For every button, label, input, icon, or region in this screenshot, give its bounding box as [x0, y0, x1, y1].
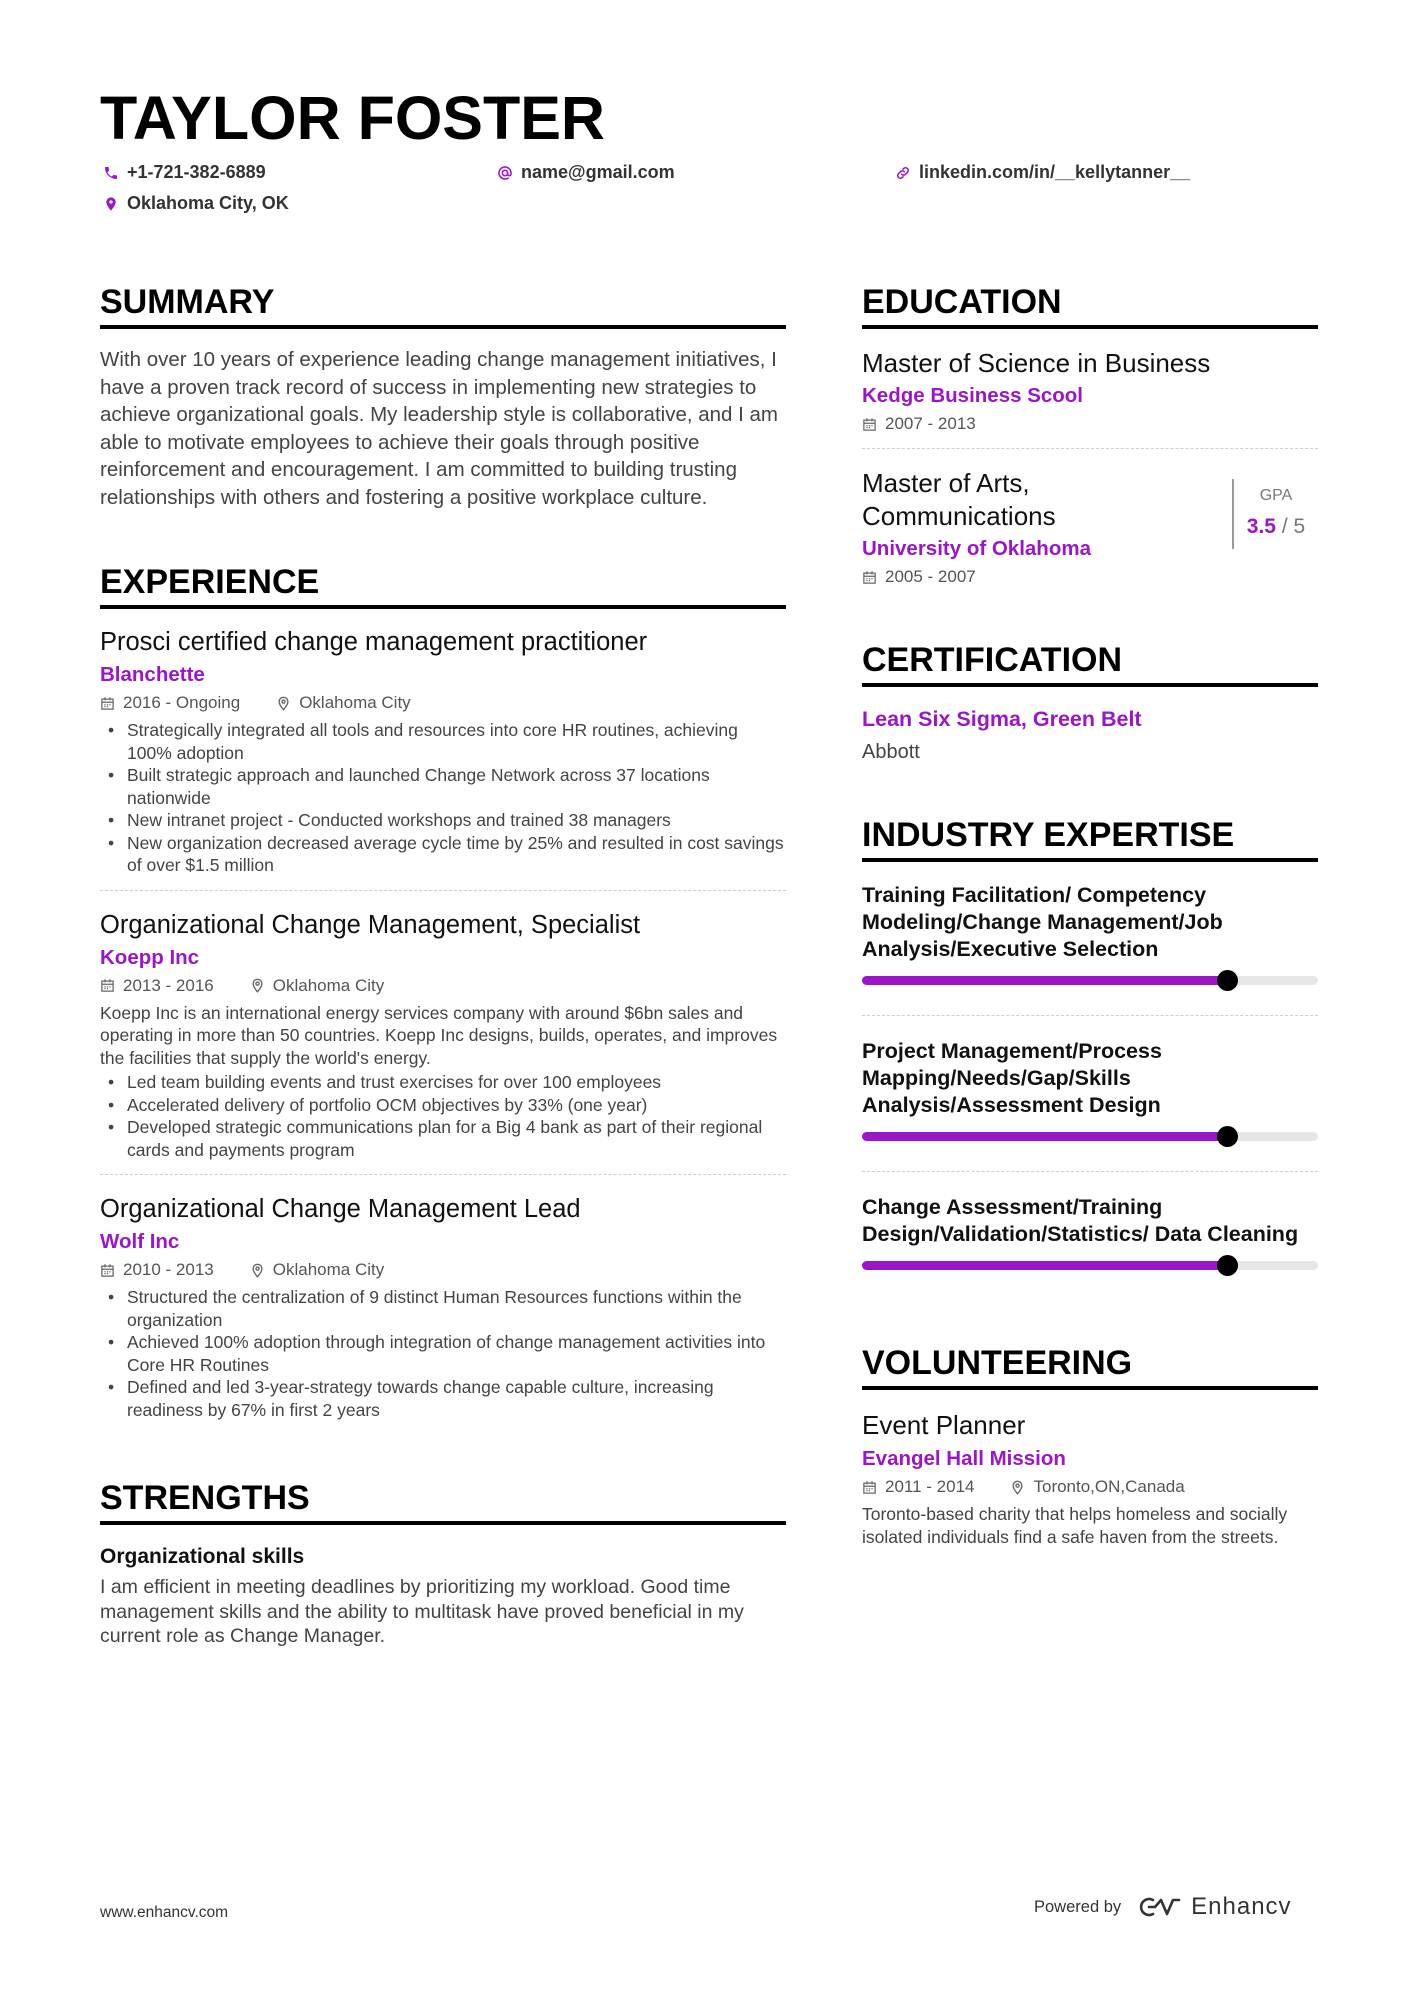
- industry-expertise-heading: INDUSTRY EXPERTISE: [862, 818, 1318, 862]
- education-entry: [862, 467, 1318, 587]
- company-name: Wolf Inc: [100, 1230, 180, 1253]
- dates-text: 2005 - 2007: [885, 567, 976, 586]
- volunteering-heading: VOLUNTEERING: [862, 1346, 1318, 1390]
- volunteer-dates: 2011 - 2014: [885, 1477, 975, 1496]
- job-location: Oklahoma City: [272, 975, 385, 995]
- bullet-item: • Led team building events and trust exercises for over 100 employees: [100, 1071, 786, 1094]
- bullet-item: • Developed strategic communications plan for a Big 4 bank as part of their regional cards and payments program: [100, 1116, 786, 1161]
- expertise-bar-fill: [862, 1261, 1227, 1270]
- summary-heading: SUMMARY: [100, 285, 786, 329]
- calendar-icon: [862, 1480, 877, 1495]
- job-meta: [100, 1260, 786, 1280]
- right-column: [862, 285, 1318, 1548]
- strengths-heading: STRENGTHS: [100, 1481, 786, 1525]
- expertise-bar-fill: [862, 976, 1227, 985]
- job-dates: 2010 - 2013: [123, 1260, 214, 1279]
- expertise-bar: [862, 1261, 1318, 1270]
- email-text: name@gmail.com: [521, 162, 675, 182]
- experience-heading: EXPERIENCE: [100, 565, 786, 609]
- strength-title: Organizational skills: [100, 1545, 305, 1568]
- degree: Master of Arts, Communications: [862, 468, 1056, 531]
- phone[interactable]: [103, 162, 266, 183]
- certification-heading: CERTIFICATION: [862, 643, 1318, 687]
- job-entry: [100, 1194, 786, 1421]
- location-pin-icon: [103, 196, 119, 212]
- calendar-icon: [100, 1263, 115, 1278]
- volunteer-description: Toronto-based charity that helps homeless and socially isolated individuals find a safe haven from the streets.: [862, 1504, 1288, 1547]
- volunteering-entry: [862, 1410, 1318, 1548]
- job-meta: [100, 976, 786, 996]
- bullet-item: • Defined and led 3-year-strategy towards change capable culture, increasing readiness by 67% in first 2 years: [100, 1376, 786, 1421]
- volunteer-meta: [862, 1477, 1318, 1497]
- education-dates: [862, 414, 1318, 434]
- bullet-item: • Built strategic approach and launched Change Network across 37 locations nationwide: [100, 764, 786, 809]
- job-meta: [100, 693, 786, 713]
- education-dates: [862, 567, 1318, 587]
- expertise-item: [862, 1194, 1318, 1270]
- location-pin-icon: [1010, 1480, 1025, 1495]
- location-pin-icon: [250, 978, 265, 993]
- email[interactable]: [497, 162, 675, 183]
- brand-name: Enhancv: [1191, 1893, 1292, 1920]
- job-entry: [100, 627, 786, 877]
- company-name: Koepp Inc: [100, 945, 200, 969]
- expertise-bar: [862, 1132, 1318, 1141]
- expertise-bar-fill: [862, 1132, 1227, 1141]
- job-entry: [100, 910, 786, 1162]
- certification-issuer: Abbott: [862, 741, 920, 763]
- expertise-bar-knob: [1217, 970, 1238, 991]
- volunteer-org: Evangel Hall Mission: [862, 1447, 1066, 1470]
- calendar-icon: [100, 978, 115, 993]
- link-icon: [895, 165, 911, 181]
- left-column: [100, 285, 786, 1649]
- expertise-name: Training Facilitation/ Competency Modeling/Change Management/Job Analysis/Executive Selection: [862, 883, 1223, 961]
- bullet-item: • Achieved 100% adoption through integration of change management activities into Core HR Routines: [100, 1331, 786, 1376]
- company-name: Blanchette: [100, 663, 205, 686]
- summary-text: With over 10 years of experience leading change management initiatives, I have a proven track record of success in implementing new strategies to achieve organizational goals. My leadership style is collaborative, and I am able to motivate employees to achieve their goals through positive reinforcement and encouragement. I am committed to building trusting relationships with others and fostering a positive workplace culture.: [100, 348, 779, 509]
- gpa-value: [1234, 515, 1318, 539]
- expertise-name: Project Management/Process Mapping/Needs/Gap/Skills Analysis/Assessment Design: [862, 1039, 1162, 1117]
- job-title: Organizational Change Management, Specialist: [100, 910, 641, 939]
- calendar-icon: [100, 696, 115, 711]
- strength-entry: [100, 1545, 786, 1649]
- bullet-item: • New organization decreased average cycle time by 25% and resulted in cost savings of over $1.5 million: [100, 832, 786, 877]
- linkedin-text: linkedin.com/in/__kellytanner__: [919, 162, 1191, 182]
- divider: [100, 890, 786, 891]
- expertise-bar-knob: [1217, 1126, 1238, 1147]
- gpa-max: / 5: [1281, 515, 1306, 538]
- gpa-box: [1232, 479, 1318, 549]
- expertise-item: [862, 882, 1318, 985]
- phone-icon: [103, 165, 119, 181]
- expertise-bar: [862, 976, 1318, 985]
- job-bullets: [100, 1286, 786, 1421]
- bullet-item: • Accelerated delivery of portfolio OCM objectives by 33% (one year): [100, 1094, 786, 1117]
- job-location: Oklahoma City: [272, 1260, 385, 1279]
- school-name: University of Oklahoma: [862, 537, 1091, 560]
- volunteer-location: Toronto,ON,Canada: [1033, 1477, 1185, 1496]
- education-entry: [862, 347, 1318, 434]
- job-bullets: [100, 1071, 786, 1161]
- candidate-name: TAYLOR FOSTER: [100, 84, 605, 152]
- volunteer-role: Event Planner: [862, 1410, 1026, 1440]
- job-title: Prosci certified change management practitioner: [100, 628, 648, 656]
- linkedin[interactable]: [895, 162, 1190, 183]
- expertise-item: [862, 1038, 1318, 1141]
- powered-by[interactable]: [1034, 1893, 1292, 1921]
- calendar-icon: [862, 417, 877, 432]
- expertise-name: Change Assessment/Training Design/Validation/Statistics/ Data Cleaning: [862, 1195, 1299, 1246]
- school-name: Kedge Business Scool: [862, 384, 1084, 407]
- divider: [862, 1015, 1318, 1016]
- location-pin-icon: [276, 696, 291, 711]
- calendar-icon: [862, 570, 877, 585]
- dates-text: 2007 - 2013: [885, 414, 976, 433]
- job-dates: 2016 - Ongoing: [123, 693, 241, 712]
- divider: [100, 1174, 786, 1175]
- education-heading: EDUCATION: [862, 285, 1318, 329]
- bullet-item: • Structured the centralization of 9 distinct Human Resources functions within the organization: [100, 1286, 786, 1331]
- company-description: Koepp Inc is an international energy services company with around $6bn sales and operating in more than 50 countries. Koepp Inc designs, builds, operates, and improves the facilities that supply the world's energy.: [100, 1002, 778, 1068]
- phone-text: +1-721-382-6889: [127, 162, 266, 182]
- gpa-number: 3.5: [1246, 515, 1276, 538]
- bullet-item: • New intranet project - Conducted workshops and trained 38 managers: [100, 809, 786, 832]
- bullet-item: • Strategically integrated all tools and resources into core HR routines, achieving 100% adoption: [100, 719, 786, 764]
- job-title: Organizational Change Management Lead: [100, 1195, 581, 1223]
- expertise-bar-knob: [1217, 1255, 1238, 1276]
- divider: [862, 448, 1318, 449]
- gpa-label: GPA: [1259, 487, 1293, 504]
- powered-by-label: Powered by: [1034, 1897, 1122, 1916]
- location-text: Oklahoma City, OK: [127, 193, 289, 213]
- job-location: Oklahoma City: [299, 693, 411, 712]
- divider: [862, 1171, 1318, 1172]
- website-link[interactable]: www.enhancv.com: [100, 1904, 229, 1921]
- enhancv-logo: [1135, 1893, 1291, 1921]
- at-icon: [497, 165, 513, 181]
- certification-entry: [862, 707, 1318, 764]
- job-bullets: [100, 719, 786, 877]
- location-pin-icon: [250, 1263, 265, 1278]
- enhancv-logo-icon: [1135, 1894, 1183, 1920]
- location: [103, 193, 289, 214]
- strength-text: I am efficient in meeting deadlines by prioritizing my workload. Good time management skills and the ability to multitask have proved beneficial in my current role as Change Manager.: [100, 1576, 744, 1647]
- job-dates: 2013 - 2016: [123, 975, 214, 995]
- certification-name: Lean Six Sigma, Green Belt: [862, 707, 1142, 731]
- degree: Master of Science in Business: [862, 348, 1211, 378]
